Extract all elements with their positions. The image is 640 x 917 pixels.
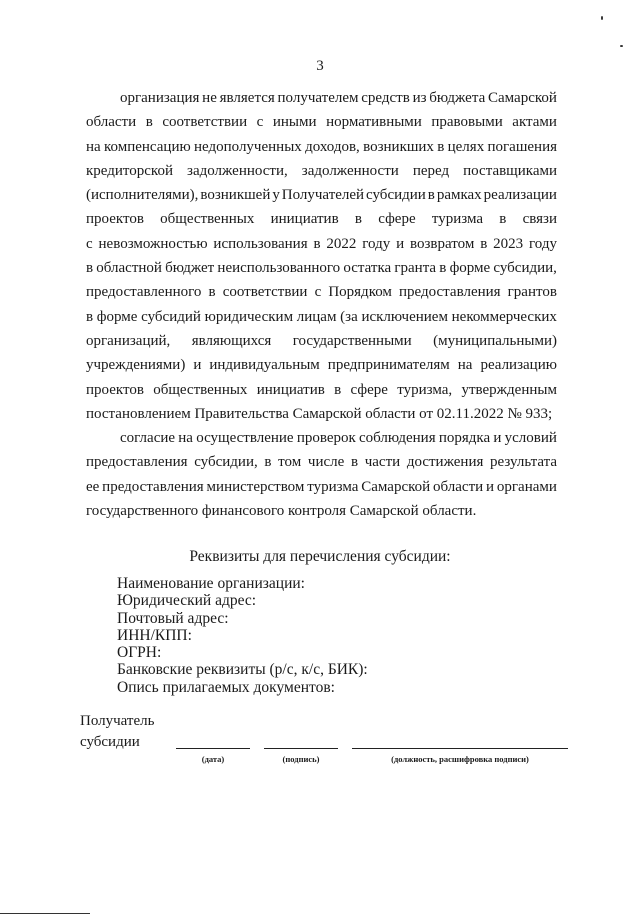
requisite-field-ogrn: ОГРН:: [117, 644, 162, 662]
position-line: [352, 748, 568, 749]
body-line: ее предоставления министерством туризма Самарской области и органами: [86, 478, 557, 495]
recipient-label-line2: субсидии: [80, 734, 140, 750]
page-number: 3: [316, 58, 324, 74]
body-line: государственного финансового контроля Самарской области.: [86, 503, 477, 520]
body-text: [86, 86, 557, 523]
date-line: [176, 748, 250, 749]
body-line: постановлением Правительства Самарской области от 02.11.2022 № 933;: [86, 405, 553, 422]
body-line: учреждениями) и индивидуальным предпринимателям на реализацию: [86, 357, 557, 374]
recipient-label: [80, 711, 154, 753]
body-line: с невозможностью использования в 2022 году и возвратом в 2023 году: [86, 235, 557, 252]
date-caption: (дата): [201, 754, 225, 764]
requisite-field-inn-kpp: ИНН/КПП:: [117, 626, 192, 644]
position-caption: (должность, расшифровка подписи): [391, 754, 529, 764]
signature-line: [264, 748, 338, 749]
body-line: на компенсацию недополученных доходов, возникших в целях погашения: [86, 138, 557, 155]
body-line: предоставления субсидии, в том числе в части достижения результата: [86, 454, 557, 471]
requisite-field-organization-name: Наименование организации:: [117, 575, 305, 592]
body-line: согласие на осуществление проверок соблюдения порядка и условий: [120, 430, 557, 447]
body-line: организация не является получателем средств из бюджета Самарской: [120, 90, 557, 106]
body-line: организаций, являющихся государственными (муниципальными): [86, 332, 557, 349]
recipient-label-line1: Получатель: [80, 713, 155, 729]
scan-speck: [620, 45, 623, 47]
requisite-field-bank-details: Банковские реквизиты (р/с, к/с, БИК):: [117, 661, 368, 679]
body-line: проектов общественных инициатив в сфере туризма в связи: [86, 211, 557, 228]
requisites-title: Реквизиты для перечисления субсидии:: [189, 548, 451, 565]
body-line: в форме субсидий юридическим лицам (за исключением некоммерческих: [86, 308, 557, 325]
signature-caption: (подпись): [282, 754, 320, 764]
body-line: области в соответствии с иными нормативными правовыми актами: [86, 114, 557, 131]
scan-edge-line: [0, 913, 90, 914]
body-line: предоставленного в соответствии с Порядком предоставления грантов: [86, 284, 557, 301]
requisites-list: [117, 575, 368, 696]
body-line: кредиторской задолженности, задолженности перед поставщиками: [86, 162, 557, 179]
requisite-field-document-inventory: Опись прилагаемых документов:: [117, 678, 335, 696]
requisite-field-postal-address: Почтовый адрес:: [117, 609, 229, 627]
body-line: в областной бюджет неиспользованного остатка гранта в форме субсидии,: [86, 260, 557, 277]
scan-speck: [601, 16, 603, 20]
body-line: проектов общественных инициатив в сфере туризма, утвержденным: [86, 381, 557, 398]
body-line: (исполнителями), возникшей у Получателей субсидии в рамках реализации: [86, 187, 557, 204]
requisite-field-legal-address: Юридический адрес:: [117, 592, 257, 610]
